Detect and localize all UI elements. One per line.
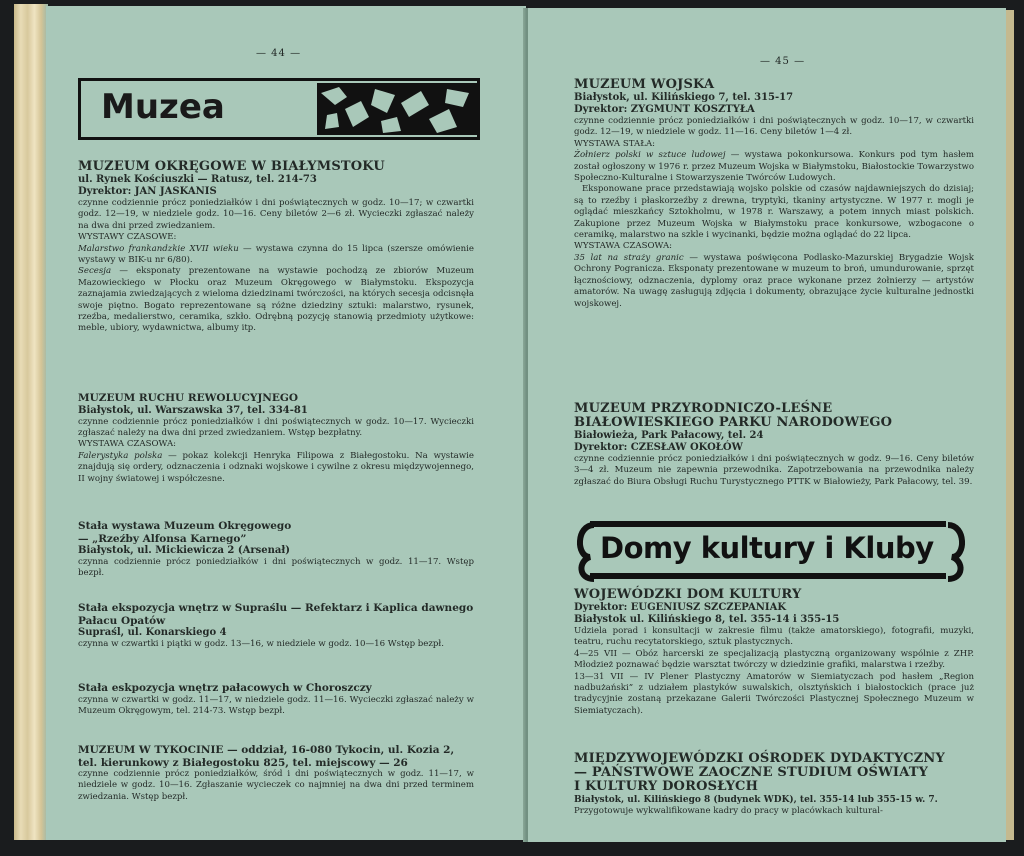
section-wojewodzki-dom-kultury — [574, 588, 974, 717]
event-item: 13—31 VII — IV Plener Plastyczny Amatorów w Siemiatyczach pod hasłem „Region nadbużański” z udziałem plastyków suwalskich, olsztyńskich i białostockich (prace już tradycyjnie zostaną przekazane Galerii Twórczości Plastycznej Społecznego Muzeum w Siemiatyczach). — [574, 671, 974, 716]
section-director: Dyrektor: ZYGMUNT KOSZTYŁA — [574, 104, 755, 115]
section-title: Stała wystawa Muzeum Okręgowego — [78, 520, 292, 532]
exhibit-text: — eksponaty prezentowane na wystawie pochodzą ze zbiorów Muzeum Mazowieckiego w Płocku oraz Muzeum Okręgowego w Białymstoku. Ekspozycja zaznajamia zwiedzających z wieloma dziedzinami twórczości, na których secesja odcisnęła swoje piętno. Bogato reprezentowane są różne dziedziny sztuki: malarstwo, rysunek, rzeźba, medalierstwo, ceramika, szkło. Odrębną pozycję stanowią przedmioty użytkowe: meble, ubiory, wydawnictwa, albumy itp. — [78, 266, 475, 334]
event-item: 4—25 VII — Obóz harcerski ze specjalizacją plastyczną organizowany wspólnie z ZHP. Młodzież poznawać będzie warsztat twórczy w dziedzinie grafiki, malarstwa i rzeźby. — [574, 648, 974, 671]
section-subtitle: BIAŁOWIESKIEGO PARKU NARODOWEGO — [574, 415, 893, 430]
section-title: MUZEUM RUCHU REWOLUCYJNEGO — [78, 392, 299, 404]
section-label: WYSTAWA STAŁA: — [574, 138, 656, 149]
section-suprasl — [78, 602, 474, 650]
exhibit-text: — wystawa pokonkursowa. Konkurs pod tym hasłem został ogłoszony w 1976 r. przez Muzeum Wojska w Białymstoku, Białostockie Towarzystwo Społeczno-Kulturalne i Stowarzyszenie Twórców Ludowych. — [574, 150, 974, 184]
section-tykocin — [78, 744, 474, 803]
section-title: Stała eskpozycja wnętrz pałacowych w Choroszczy — [78, 682, 372, 694]
section-address: Supraśl, ul. Konarskiego 4 — [78, 627, 227, 638]
section-director: Dyrektor: EUGENIUSZ SZCZEPANIAK — [574, 602, 787, 613]
section-muzeum-ruchu — [78, 392, 474, 485]
exhibit-text: Eksponowane prace przedstawiają wojsko polskie od czasów najdawniejszych do dzisiaj; są to rzeźby i płaskorzeźby z drewna, tryptyki, tkaniny artystyczne. W 1977 r. mogli je oglądać mieszkańcy Sztokholmu, w 1978 r. Warszawy, a potem innych miast polskich. Zakupione przez Muzeum Wojska w Białymstoku prace konkursowe, wzbogacone o ceramikę, malarstwo na szkle i wycinanki, będzie można oglądać do 22 lipca. — [574, 184, 974, 241]
section-title: Stała ekspozycja wnętrz w Supraślu — Refektarz i Kaplica dawnego Pałacu Opatów — [78, 602, 474, 627]
section-label: WYSTAWA CZASOWA: — [574, 241, 673, 252]
section-subtitle: — PAŃSTWOWE ZAOCZNE STUDIUM OŚWIATY — [574, 765, 929, 780]
page-number-right: — 45 — — [760, 56, 806, 67]
left-page — [46, 6, 526, 840]
section-muzeum-wojska — [574, 78, 974, 310]
section-rzezby-karnego — [78, 520, 474, 580]
section-label: WYSTAWY CZASOWE: — [78, 232, 177, 243]
exhibit-text: — wystawa poświęcona Podlasko-Mazurskiej Brygadzie Wojsk Ochrony Pogranicza. Eksponaty prezentowane w muzeum to broń, umundurowanie, sprzęt łącznościowy, odznaczenia, dyplomy oraz prace wykonane przez żołnierzy — artystów amatorów. Na uwagę zasługują zdjęcia i dokumenty, obrazujące życie kulturalne jednostki wojskowej. — [574, 252, 974, 309]
section-choroszcz — [78, 682, 474, 717]
page-edges-left — [14, 4, 48, 840]
section-label: WYSTAWA CZASOWA: — [78, 439, 177, 450]
banner-domy-kultury — [572, 517, 968, 587]
banner-muzea-art-icon — [317, 83, 477, 135]
exhibit-title: Falerystyka polska — [78, 450, 163, 461]
section-hours: czynna codziennie prócz poniedziałków i dni poświątecznych w godz. 11—17. Wstęp bezpł. — [78, 557, 474, 579]
section-director: Dyrektor: CZESŁAW OKOŁÓW — [574, 442, 743, 453]
exhibit-title: Malarstwo frankandzkie XVII wieku — [78, 243, 239, 254]
section-address: Białystok, ul. Mickiewicza 2 (Arsenał) — [78, 545, 290, 556]
section-address: Białystok ul. Kilińskiego 8, tel. 355-14 i 355-15 — [574, 614, 840, 625]
section-muzeum-przyrodnicze — [574, 402, 974, 488]
section-title: MIĘDZYWOJEWÓDZKI OŚRODEK DYDAKTYCZNY — [574, 751, 945, 766]
section-subtitle: I KULTURY DOROSŁYCH — [574, 779, 759, 794]
exhibit-text: — pokaz kolekcji Henryka Filipowa z Białegostoku. Na wystawie znajdują się ordery, odznaczenia i odznaki wojskowe i cywilne z okresu międzywojennego, II wojny światowej i współczesne. — [78, 450, 474, 484]
section-title: WOJEWÓDZKI DOM KULTURY — [574, 587, 802, 602]
section-hours: czynne codziennie prócz poniedziałków i dni poświątecznych w godz. 10—17; w czwartki godz. 12—19, w niedziele godz. 10—16. Ceny biletów 2—6 zł. Wycieczki zgłaszać należy na dwa dni przed zwiedzaniem. — [78, 198, 474, 231]
section-subtitle: — „Rzeźby Alfonsa Karnego” — [78, 532, 247, 545]
exhibit-title: 35 lat na straży granic — [574, 252, 684, 263]
section-address: Białystok, ul. Kilińskiego 8 (budynek WDK), tel. 355-14 lub 355-15 w. 7. — [574, 795, 938, 805]
banner-domy-title: Domy kultury i Kluby — [600, 531, 934, 565]
section-muzeum-okregowe — [78, 160, 474, 335]
section-osrodek-dydaktyczny — [574, 752, 974, 817]
section-address: ul. Rynek Kościuszki — Ratusz, tel. 214-73 — [78, 174, 317, 185]
section-hours: czynna w czwartki w godz. 11—17, w niedziele godz. 11—16. Wycieczki zgłaszać należy w Muzeum Okręgowym, tel. 214-73. Wstęp bezpł. — [78, 694, 474, 716]
banner-muzea — [78, 78, 480, 140]
section-hours: czynne codziennie prócz poniedziałków i dni poświątecznych w godz. 10—17. Wycieczki zgłaszać należy na dwa dni przed zwiedzaniem. Wstęp bezpłatny. — [78, 416, 474, 438]
section-address: Białowieża, Park Pałacowy, tel. 24 — [574, 430, 764, 441]
section-hours: Udziela porad i konsultacji w zakresie filmu (także amatorskiego), fotografii, muzyki, teatru, ruchu recytatorskiego, sztuk plastycznych. — [574, 626, 974, 648]
section-title: MUZEUM PRZYRODNICZO-LEŚNE — [574, 401, 833, 416]
exhibit-title: Secesja — [78, 266, 112, 277]
section-hours: czynna w czwartki i piątki w godz. 13—16, w niedziele w godz. 10—16 Wstęp bezpł. — [78, 639, 444, 649]
section-title: MUZEUM W TYKOCINIE — oddział, 16-080 Tykocin, ul. Kozia 2, tel. kierunkowy z Białegostoku 825, tel. miejscowy — 26 — [78, 744, 455, 769]
section-address: Białystok, ul. Warszawska 37, tel. 334-81 — [78, 404, 308, 416]
section-hours: czynne codziennie prócz poniedziałków, śród i dni poświątecznych w godz. 11—17, w niedziele w godz. 10—16. Zgłaszanie wycieczek co najmniej na dwa dni przed terminem zwiedzania. Wstęp bezpł. — [78, 769, 474, 802]
section-title: MUZEUM OKRĘGOWE W BIAŁYMSTOKU — [78, 159, 385, 174]
section-address: Białystok, ul. Kilińskiego 7, tel. 315-17 — [574, 92, 794, 103]
section-hours: czynne codziennie prócz poniedziałków i dni poświątecznych w godz. 9—16. Ceny biletów 3—4 zł. Muzeum nie zapewnia przewodnika. Zapotrzebowania na przewodnika należy zgłaszać do Biura Obsługi Ruchu Turystycznego PTTK w Białowieży, Park Pałacowy, tel. 39. — [574, 454, 974, 487]
section-hours: Przygotowuje wykwalifikowane kadry do pracy w placówkach kultural- — [574, 806, 883, 816]
banner-muzea-title: Muzea — [101, 87, 225, 127]
section-director: Dyrektor: JAN JASKANIS — [78, 186, 217, 197]
page-number-left: — 44 — — [256, 48, 302, 59]
section-hours: czynne codziennie prócz poniedziałków i dni poświątecznych w godz. 10—17, w czwartki godz. 12—19, w niedziele w godz. 11—16. Ceny biletów 1—4 zł. — [574, 116, 974, 138]
section-title: MUZEUM WOJSKA — [574, 77, 715, 92]
right-page — [528, 8, 1006, 842]
banner-right-scroll-icon — [944, 517, 970, 587]
exhibit-text: — wystawa czynna do 15 lipca (szersze omówienie wystawy w BIK-u nr 6/80). — [78, 243, 475, 266]
exhibit-title: Żołnierz polski w sztuce ludowej — [574, 150, 726, 161]
